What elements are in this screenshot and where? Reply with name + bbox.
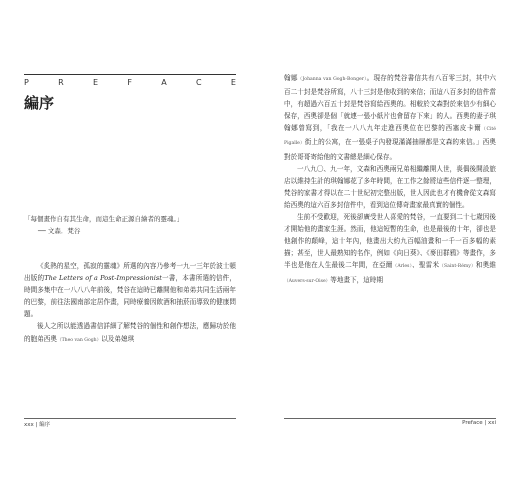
body-text-right <box>284 72 496 288</box>
name-annotation: （Cité Pigalle） <box>284 127 496 147</box>
page-footer: Preface | xxi <box>462 420 496 426</box>
epigraph-text: 「每個畫作自有其生命，而這生命正源自繪者的靈魂。」 <box>24 215 184 223</box>
text-run: 。現存的梵谷書信共有八百零三封，其中六百二十封是梵谷所寫，八十三封是他收到的來信；而這八百多封的信件當中，有超過六百五十封是梵谷寫給西奧的。相較於文森對於來信少有細心保存，西奧卻是個「就連一張小紙片也會留存下來」的人。西奧的妻子琪翰娜曾寫到，「我在一八八九年走進西奧位在巴黎的西塞皮卡爾 <box>284 74 497 133</box>
preface-letter: R <box>58 78 64 87</box>
paragraph <box>24 320 236 346</box>
chapter-title: 編序 <box>24 94 55 112</box>
paragraph <box>284 211 496 288</box>
text-run: 生前不受歡迎，死後卻廣受世人喜愛的梵谷，一直要到二十七歲因後才開始他的畫家生涯。然而，他這短暫的生命，也是最後的十年，卻也是他創作的顛峰，這十年內，他畫出大約九百幅油畫和一千一百多幅的素描；甚至，世人最熟知的名作，例如《向日葵》、《麥田群鴉》等畫作，多半也是他在人生最後二年間，在亞爾 <box>284 213 496 270</box>
text-run: 街上的公寓，在一張桌子內發現滿滿抽屜都是文森的來信。」西奧對於哥哥寄給他的文書總是細心保存。 <box>284 138 496 161</box>
text-run: 一八九〇、九一年，文森和西奧兩兄弟相繼離開人世，喪偶後開設旅店以維持生計的琪翰娜花了多年時間，在工作之餘將這些信件逐一整理，梵谷的家書才得以在二十世紀初完整出版，世人因此也才有機會從文森寫給西奧的這六百多封信件中，看到這位傳奇畫家最真實的個性。 <box>284 164 496 209</box>
preface-rule <box>24 74 236 75</box>
text-run: 、聖雷米 <box>412 261 440 270</box>
name-annotation: （Arles） <box>392 264 413 270</box>
right-page <box>260 0 520 500</box>
text-run: 以及弟媳琪 <box>101 334 135 343</box>
footer-rule <box>284 418 496 419</box>
preface-letter: C <box>196 78 202 87</box>
page-footer: xxx | 編序 <box>24 422 51 428</box>
preface-letter: F <box>127 78 132 87</box>
body-text-left <box>24 260 236 347</box>
preface-letter: E <box>92 78 99 87</box>
name-annotation: （Theo van Gogh） <box>56 337 102 343</box>
book-title: The Letters of a Post-Impressionist <box>44 274 162 283</box>
preface-letter: A <box>161 78 167 87</box>
paragraph <box>284 72 496 163</box>
footer-rule <box>24 418 236 419</box>
preface-letter: E <box>230 78 236 87</box>
paragraph <box>24 260 236 320</box>
text-run: 和奧維 <box>475 261 497 270</box>
text-run: 後人之所以能透過書信詳細了解梵谷的個性和創作想法，應歸功於他的胞弟西奧 <box>24 322 236 343</box>
preface-letter: P <box>24 78 29 87</box>
epigraph <box>24 213 236 237</box>
preface-heading <box>24 78 236 87</box>
text-run: 翰娜 <box>284 74 298 82</box>
text-run: 等地畫下，這時期 <box>330 275 384 284</box>
paragraph <box>284 163 496 211</box>
name-annotation: （Johanna van Gogh-Bonger） <box>297 77 367 82</box>
name-annotation: （Saint-Rémy） <box>439 264 476 270</box>
text-run: 《炙熱的星空，孤寂的靈魂》所選的內容乃參考一九一三年於波士頓出版的 <box>24 262 236 283</box>
text-run: 一書，本書所選的信件，時間多集中在一八八八年前後，梵谷在這時已離開他和弟弟共同生活兩年的巴黎，前往法國南部定居作畫，同時療養因飲酒和抽菸而導致的健康問題。 <box>24 274 237 319</box>
epigraph-attribution: ── 文森．梵谷 <box>38 227 81 235</box>
name-annotation: （Auvers-sur-Oise） <box>284 278 331 284</box>
